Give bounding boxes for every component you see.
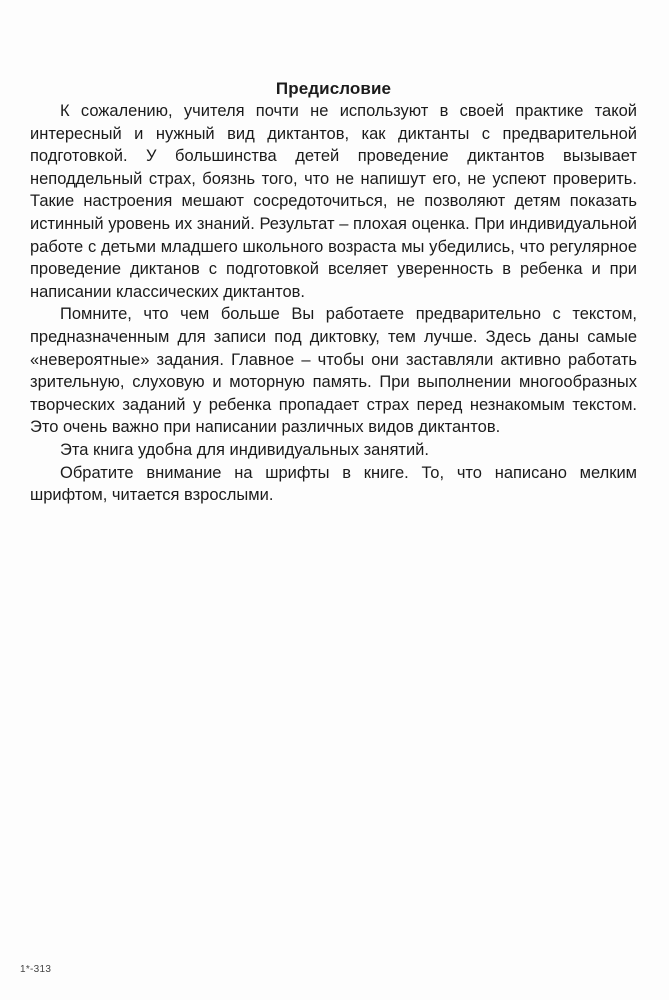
page-title: Предисловие <box>275 79 392 98</box>
preface-section <box>30 78 637 507</box>
paragraph-4: Обратите внимание на шрифты в книге. То, что написано мелким шрифтом, читается взрослыми. <box>30 463 637 505</box>
printer-code: 1*-313 <box>20 964 52 975</box>
paragraph-2: Помните, что чем больше Вы работаете предварительно с текстом, предназначенным для записи под диктовку, тем лучше. Здесь даны самые «невероятные» задания. Главное – чтобы они заставляли активно работать зрительную, слуховую и моторную память. При выполнении многообразных творческих заданий у ребенка пропадает страх перед незнакомым текстом. Это очень важно при написании различных видов диктантов. <box>30 305 637 437</box>
paragraph-1: К сожалению, учителя почти не используют в своей практике такой интересный и нужный вид диктантов, как диктанты с предварительной подготовкой. У большинства детей проведение диктантов вызывает неподдельный страх, боязнь того, что не напишут его, не успеют проверить. Такие настроения мешают сосредоточиться, не позволяют детям показать истинный уровень их знаний. Результат – плохая оценка. При индивидуальной работе с детьми младшего школьного возраста мы убедились, что регулярное проведение диктанов с подготовкой вселяет уверенность в ребенка и при написании классических диктантов. <box>30 102 637 301</box>
paragraph-3: Эта книга удобна для индивидуальных занятий. <box>60 440 429 459</box>
